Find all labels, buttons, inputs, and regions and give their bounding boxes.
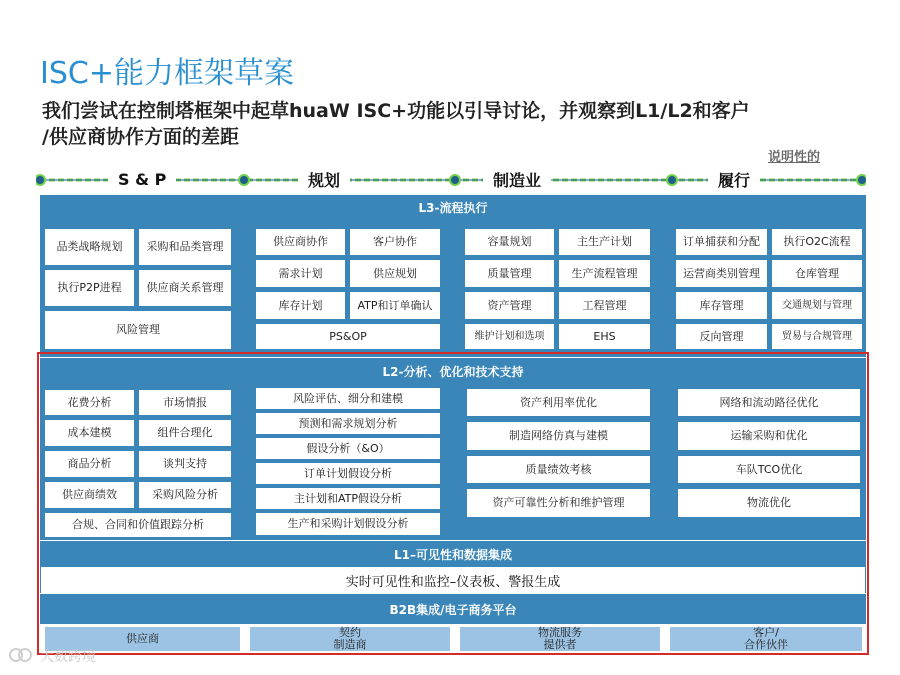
illustrative-note: 说明性的	[768, 150, 821, 165]
subtitle-line-1: 我们尝试在控制塔框架中起草huaW ISC+功能以引导讨论，并观察到L1/L2和客户	[42, 100, 750, 122]
page-title: ISC+能力框架草案	[40, 56, 294, 91]
partner-label: 提供者	[543, 638, 577, 651]
l3-cell: 采购和品类管理	[139, 229, 231, 265]
l3-cell: 容量规划	[465, 229, 554, 255]
l2-cell: 资产可靠性分析和维护管理	[467, 489, 650, 517]
l2-cell: 谈判支持	[139, 451, 231, 477]
timeline-node-icon	[239, 175, 249, 185]
l3-cell: 需求计划	[256, 260, 345, 287]
l2-cell: 制造网络仿真与建模	[467, 422, 650, 450]
l1-header: L1–可见性和数据集成	[40, 541, 866, 567]
l3-cell: 供应规划	[350, 260, 440, 287]
pillar-label-planning: 规划	[298, 167, 350, 191]
l3-cell: 执行O2C流程	[772, 229, 862, 255]
partner-label: 契约	[339, 626, 361, 640]
l2-cell: 网络和流动路径优化	[678, 389, 860, 416]
l3-cell: 维护计划和选项	[465, 324, 554, 349]
l3-cell: 订单捕获和分配	[676, 229, 767, 255]
l2-cell: 生产和采购计划假设分析	[256, 513, 440, 535]
l3-header: L3-流程执行	[40, 195, 866, 219]
l3-cell: 执行P2P进程	[45, 270, 134, 306]
timeline-node-icon	[857, 175, 866, 185]
partner-label: 供应商	[126, 632, 159, 646]
l3-cell: 贸易与合规管理	[772, 324, 862, 349]
partner-label: 合作伙伴	[744, 638, 788, 651]
l3-cell: 仓库管理	[772, 260, 862, 287]
l2-cell: 订单计划假设分析	[256, 463, 440, 484]
b2b-header: B2B集成/电子商务平台	[40, 594, 866, 624]
l2-cell: 资产利用率优化	[467, 389, 650, 416]
l2-cell: 组件合理化	[139, 420, 231, 446]
l2-cell: 质量绩效考核	[467, 456, 650, 483]
l3-cell: ATP和订单确认	[350, 292, 440, 319]
l3-cell-wide: PS&OP	[256, 324, 440, 349]
l3-cell: 质量管理	[465, 260, 554, 287]
timeline-node-icon	[450, 175, 460, 185]
l3-cell: 生产流程管理	[559, 260, 650, 287]
l3-cell: 工程管理	[559, 292, 650, 319]
l2-cell: 花费分析	[45, 390, 134, 415]
l3-cell: 供应商关系管理	[139, 270, 231, 306]
l2-cell: 风险评估、细分和建模	[256, 388, 440, 409]
l2-cell: 车队TCO优化	[678, 456, 860, 483]
timeline-node-icon	[667, 175, 677, 185]
l2-cell: 供应商绩效	[45, 482, 134, 508]
l2-cell: 运输采购和优化	[678, 422, 860, 450]
l2-cell: 主计划和ATP假设分析	[256, 488, 440, 509]
l2-cell: 预测和需求规划分析	[256, 413, 440, 434]
realtime-visibility: 实时可见性和监控–仪表板、警报生成	[40, 567, 866, 593]
partner-label: 客户/	[753, 626, 779, 640]
l2-cell: 物流优化	[678, 489, 860, 517]
timeline-node-icon	[36, 175, 45, 185]
l2-cell: 市场情报	[139, 390, 231, 415]
l3-cell: 资产管理	[465, 292, 554, 319]
pillar-label-sp: S & P	[108, 167, 176, 191]
l2-cell: 假设分析（&O）	[256, 438, 440, 459]
l3-cell: 供应商协作	[256, 229, 345, 255]
gap-highlight-frame	[37, 352, 869, 655]
watermark-logo-icon	[8, 645, 34, 665]
l2-cell-wide: 合规、合同和价值跟踪分析	[45, 513, 231, 537]
l2-header: L2-分析、优化和技术支持	[40, 358, 866, 384]
l3-cell: 品类战略规划	[45, 229, 134, 265]
l3-cell: EHS	[559, 324, 650, 349]
l2-cell: 商品分析	[45, 451, 134, 477]
subtitle-line-2: /供应商协作方面的差距	[42, 126, 239, 148]
l3-cell: 交通规划与管理	[772, 292, 862, 319]
pillar-label-manufacturing: 制造业	[483, 167, 551, 191]
l3-cell: 反向管理	[676, 324, 767, 349]
l2-cell: 采购风险分析	[139, 482, 231, 508]
partner-label: 制造商	[333, 638, 367, 651]
l3-cell: 库存计划	[256, 292, 345, 319]
l3-cell: 主生产计划	[559, 229, 650, 255]
pillar-label-fulfillment: 履行	[708, 167, 760, 191]
l3-cell: 运营商类别管理	[676, 260, 767, 287]
l3-cell: 客户协作	[350, 229, 440, 255]
l2-cell: 成本建模	[45, 420, 134, 446]
partner-label: 物流服务	[538, 626, 582, 640]
l3-cell-wide: 风险管理	[45, 311, 231, 349]
watermark-text: 大数跨境	[40, 649, 96, 665]
l3-cell: 库存管理	[676, 292, 767, 319]
